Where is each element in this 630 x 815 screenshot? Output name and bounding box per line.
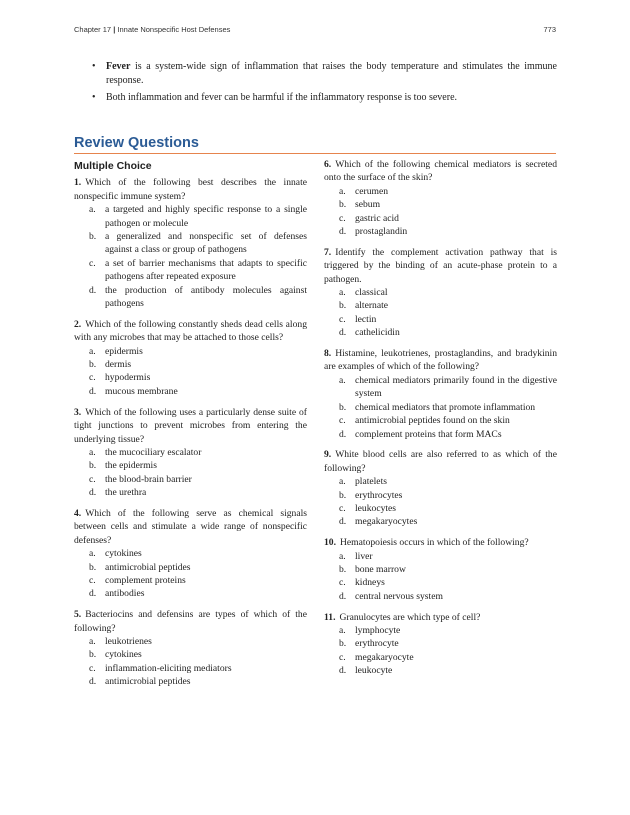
option-text: platelets [355, 476, 387, 488]
option-text: dermis [105, 359, 132, 371]
page-number: 773 [543, 25, 556, 34]
option-text: a targeted and highly specific response to a single pathogen or molecule [105, 204, 307, 229]
question-text: Which of the following chemical mediators is secreted onto the surface of the skin? [324, 159, 557, 184]
header-separator: | [113, 25, 116, 34]
option-text: hypodermis [105, 372, 151, 384]
bullet-dot-icon: • [92, 92, 96, 103]
option-letter: d. [339, 226, 347, 238]
option-letter: b. [89, 460, 97, 472]
right-column [324, 158, 557, 685]
option-text: erythrocytes [355, 489, 403, 501]
option-text: chemical mediators primarily found in the digestive system [355, 374, 557, 400]
option-text: the epidermis [105, 460, 157, 472]
answer-option [74, 459, 307, 472]
option-letter: a. [339, 287, 346, 299]
answer-option [324, 401, 557, 414]
option-letter: b. [339, 401, 347, 413]
question-item [324, 158, 557, 238]
option-text: the urethra [105, 487, 147, 499]
answer-option [324, 651, 557, 664]
option-letter: d. [339, 327, 347, 339]
question-stem [74, 318, 307, 345]
answer-option [324, 198, 557, 211]
answer-option [74, 648, 307, 661]
answer-option [74, 635, 307, 648]
option-letter: d. [89, 385, 97, 397]
option-text: antimicrobial peptides [105, 561, 191, 573]
option-letter: a. [339, 185, 346, 197]
question-text: Histamine, leukotrienes, prostaglandins, and bradykinin are examples of which of the following? [324, 348, 557, 373]
question-text: Which of the following best describes the innate nonspecific immune system? [74, 177, 307, 202]
bullet-text: is a system-wide sign of inflammation that raises the body temperature and stimulates the immune response. [106, 61, 557, 86]
bullet-text: Both inflammation and fever can be harmful if the inflammatory response is too severe. [106, 92, 458, 103]
option-letter: b. [339, 489, 347, 501]
answer-option [324, 212, 557, 225]
option-letter: c. [89, 662, 96, 674]
question-number: 8. [324, 348, 332, 360]
answer-option [324, 475, 557, 488]
option-text: cytokines [105, 649, 142, 661]
left-column [74, 160, 307, 696]
answer-option [74, 446, 307, 459]
option-letter: a. [89, 446, 96, 458]
answer-option [324, 550, 557, 563]
option-text: gastric acid [355, 212, 399, 224]
option-letter: b. [339, 300, 347, 312]
option-letter: c. [339, 651, 346, 663]
answer-option [74, 257, 307, 284]
option-text: the production of antibody molecules against pathogens [105, 284, 307, 310]
chapter-number: Chapter 17 [74, 25, 112, 34]
option-letter: a. [339, 550, 346, 562]
answer-option [74, 371, 307, 384]
option-text: erythrocyte [355, 638, 399, 650]
option-letter: c. [89, 473, 96, 485]
option-letter: b. [89, 231, 97, 243]
option-letter: b. [89, 359, 97, 371]
question-stem [74, 608, 307, 635]
question-number: 5. [74, 609, 82, 621]
option-text: prostaglandin [355, 226, 408, 238]
option-text: leukotrienes [105, 635, 152, 647]
question-stem [74, 176, 307, 203]
option-text: a generalized and nonspecific set of defenses against a class or group of pathogens [105, 231, 307, 256]
option-text: the blood-brain barrier [105, 473, 192, 485]
question-number: 2. [74, 318, 82, 330]
answer-option [74, 230, 307, 257]
option-text: megakaryocyte [355, 651, 414, 663]
option-text: antimicrobial peptides [105, 676, 191, 688]
question-number: 6. [324, 159, 332, 170]
answer-option [324, 326, 557, 339]
option-letter: c. [89, 574, 96, 586]
option-letter: a. [89, 548, 96, 560]
option-letter: b. [89, 649, 97, 661]
option-letter: d. [339, 590, 347, 602]
left-question-list [74, 176, 307, 688]
bullet-term: Fever [106, 61, 131, 72]
option-letter: a. [89, 345, 96, 357]
option-text: leukocytes [355, 502, 397, 514]
question-item [74, 318, 307, 398]
subsection-title: Multiple Choice [74, 160, 152, 172]
answer-option [74, 473, 307, 486]
question-item [74, 507, 307, 601]
option-letter: a. [89, 204, 96, 216]
bullet-item [92, 91, 557, 105]
chapter-title: Innate Nonspecific Host Defenses [117, 25, 231, 34]
option-letter: c. [89, 257, 96, 269]
question-text: Which of the following uses a particularly dense suite of tight junctions to prevent microbes from entering the underlying tissue? [74, 406, 307, 445]
question-stem [324, 448, 557, 475]
question-text: Identify the complement activation pathway that is triggered by the binding of an acute-phase protein to a pathogen. [324, 246, 557, 285]
answer-option [324, 414, 557, 427]
question-text: Hematopoiesis occurs in which of the following? [340, 537, 529, 549]
answer-option [324, 502, 557, 515]
option-letter: d. [89, 676, 97, 688]
option-letter: a. [89, 635, 96, 647]
answer-option [324, 299, 557, 312]
option-text: cathelicidin [355, 327, 400, 339]
answer-option [74, 358, 307, 371]
option-text: lectin [355, 313, 377, 325]
option-letter: a. [339, 374, 346, 386]
answer-option [74, 203, 307, 230]
question-stem [324, 536, 557, 549]
option-text: central nervous system [355, 590, 443, 602]
question-stem [324, 246, 557, 286]
option-letter: d. [89, 284, 97, 296]
question-text: White blood cells are also referred to as which of the following? [324, 449, 557, 474]
option-text: complement proteins [105, 574, 186, 586]
answer-option [324, 286, 557, 299]
option-letter: b. [339, 563, 347, 575]
option-letter: c. [339, 502, 346, 514]
answer-option [324, 637, 557, 650]
answer-option [324, 489, 557, 502]
question-number: 4. [74, 507, 82, 519]
question-item [74, 608, 307, 688]
answer-option [324, 664, 557, 677]
option-letter: b. [339, 199, 347, 211]
question-number: 7. [324, 246, 332, 258]
answer-option [74, 587, 307, 600]
option-letter: c. [339, 415, 346, 427]
option-letter: c. [339, 577, 346, 589]
option-letter: c. [89, 372, 96, 384]
answer-option [74, 385, 307, 398]
answer-option [74, 662, 307, 675]
option-text: alternate [355, 300, 389, 312]
question-number: 10. [324, 537, 336, 549]
question-item [324, 347, 557, 441]
answer-option [74, 284, 307, 311]
answer-option [74, 561, 307, 574]
bullet-item [92, 60, 557, 88]
option-text: antibodies [105, 588, 145, 600]
question-stem [324, 611, 557, 624]
option-letter: d. [339, 516, 347, 528]
option-text: cerumen [355, 185, 389, 197]
question-number: 1. [74, 177, 82, 189]
answer-option [324, 225, 557, 238]
option-letter: d. [339, 428, 347, 440]
option-text: inflammation-eliciting mediators [105, 662, 232, 674]
summary-bullets [92, 60, 557, 108]
option-text: epidermis [105, 345, 143, 357]
question-stem [324, 347, 557, 374]
answer-option [74, 486, 307, 499]
option-text: antimicrobial peptides found on the skin [355, 415, 510, 427]
bullet-dot-icon: • [92, 61, 96, 72]
question-item [324, 611, 557, 678]
option-letter: d. [89, 487, 97, 499]
question-item [74, 176, 307, 310]
page-header [74, 25, 556, 34]
option-letter: a. [339, 476, 346, 488]
answer-option [74, 547, 307, 560]
question-stem [324, 158, 557, 185]
question-number: 3. [74, 406, 82, 418]
question-stem [74, 507, 307, 547]
question-text: Granulocytes are which type of cell? [339, 611, 481, 623]
option-text: lymphocyte [355, 624, 401, 636]
option-text: the mucociliary escalator [105, 446, 202, 458]
answer-option [324, 374, 557, 401]
section-title: Review Questions [74, 135, 556, 154]
question-number: 9. [324, 449, 332, 461]
question-text: Bacteriocins and defensins are types of which of the following? [74, 609, 307, 634]
answer-option [74, 675, 307, 688]
option-letter: a. [339, 624, 346, 636]
option-text: kidneys [355, 577, 385, 589]
answer-option [324, 515, 557, 528]
option-text: classical [355, 287, 388, 299]
option-letter: c. [339, 212, 346, 224]
question-item [324, 448, 557, 528]
question-text: Which of the following constantly sheds dead cells along with any microbes that may be attached to those cells? [74, 318, 307, 344]
option-text: complement proteins that form MACs [355, 428, 502, 440]
answer-option [324, 428, 557, 441]
option-text: bone marrow [355, 563, 406, 575]
option-letter: d. [89, 588, 97, 600]
option-letter: c. [339, 313, 346, 325]
answer-option [324, 563, 557, 576]
option-text: mucous membrane [105, 385, 178, 397]
question-item [74, 406, 307, 500]
option-text: megakaryocytes [355, 516, 418, 528]
option-text: chemical mediators that promote inflammation [355, 401, 536, 413]
option-text: liver [355, 550, 373, 562]
answer-option [324, 624, 557, 637]
answer-option [74, 574, 307, 587]
option-letter: d. [339, 665, 347, 677]
option-letter: b. [339, 638, 347, 650]
option-text: cytokines [105, 548, 142, 560]
question-item [324, 246, 557, 340]
answer-option [324, 313, 557, 326]
answer-option [74, 345, 307, 358]
option-letter: b. [89, 561, 97, 573]
option-text: a set of barrier mechanisms that adapts to specific pathogens after repeated exposure [105, 257, 307, 283]
question-text: Which of the following serve as chemical signals between cells and stimulate a wide range of nonspecific defenses? [74, 507, 307, 546]
option-text: sebum [355, 199, 381, 211]
answer-option [324, 185, 557, 198]
option-text: leukocyte [355, 665, 393, 677]
question-item [324, 536, 557, 603]
right-question-list [324, 158, 557, 678]
answer-option [324, 576, 557, 589]
question-stem [74, 406, 307, 446]
answer-option [324, 590, 557, 603]
question-number: 11. [324, 611, 336, 623]
